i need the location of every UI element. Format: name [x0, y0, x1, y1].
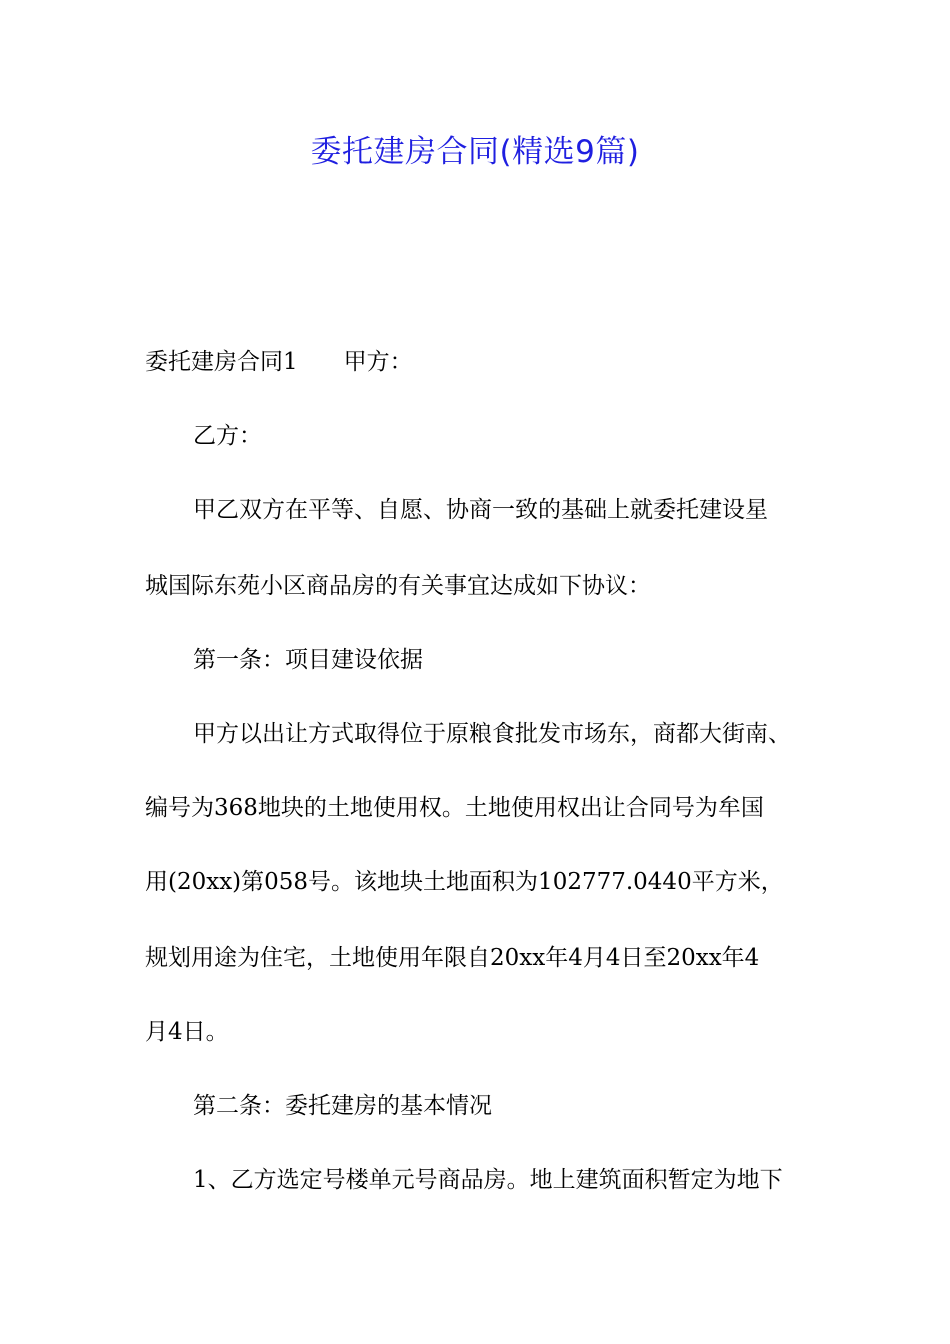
- paragraph-line: 甲方以出让方式取得位于原粮食批发市场东，商都大街南、: [193, 721, 791, 747]
- contract-heading-line: 委托建房合同1 甲方：: [145, 349, 413, 375]
- paragraph-line: 甲乙双方在平等、自愿、协商一致的基础上就委托建设星: [193, 497, 768, 523]
- article-heading: 第二条：委托建房的基本情况: [193, 1093, 492, 1119]
- paragraph-line: 城国际东苑小区商品房的有关事宜达成如下协议：: [145, 573, 651, 599]
- paragraph-line: 月4日。: [145, 1019, 229, 1045]
- document-title: 委托建房合同(精选9篇): [310, 134, 640, 170]
- paragraph-line: 规划用途为住宅，土地使用年限自20xx年4月4日至20xx年4: [145, 945, 760, 971]
- paragraph-line: 编号为368地块的土地使用权。土地使用权出让合同号为牟国: [145, 795, 764, 821]
- party-b-line: 乙方：: [193, 423, 262, 449]
- paragraph-line: 1、乙方选定号楼单元号商品房。地上建筑面积暂定为地下: [193, 1167, 783, 1193]
- paragraph-line: 用(20xx)第058号。该地块土地面积为102777.0440平方米，: [145, 869, 784, 895]
- article-heading: 第一条：项目建设依据: [193, 647, 423, 673]
